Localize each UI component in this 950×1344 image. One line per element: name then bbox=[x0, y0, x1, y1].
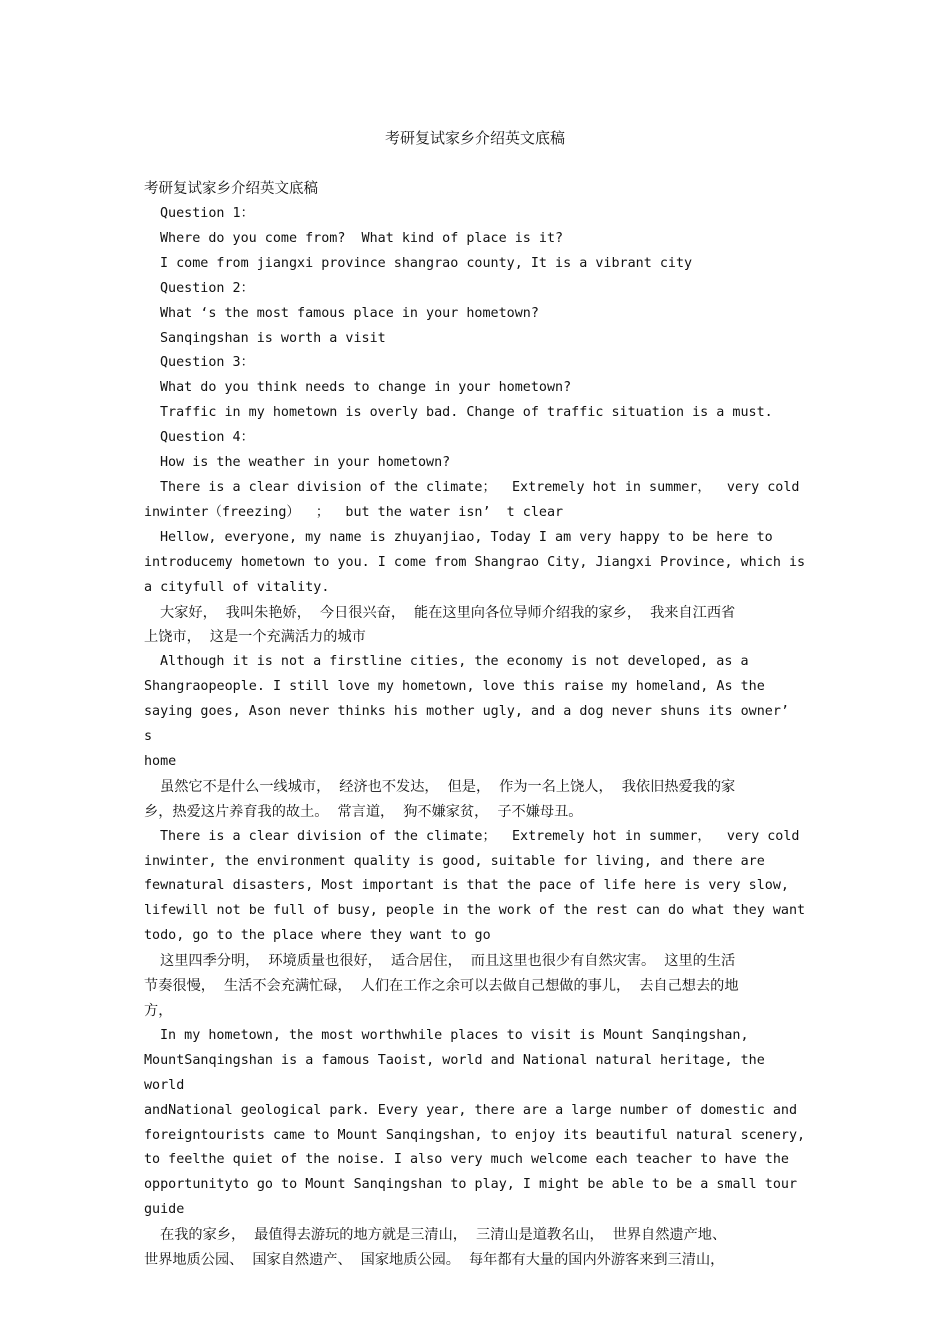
text-line: introducemy hometown to you. I come from Shangrao City, Jiangxi Province, which is bbox=[144, 554, 806, 570]
text-line: 乡，热爱这片养育我的故土。 常言道， 狗不嫌家贫， 子不嫌母丑。 bbox=[144, 803, 583, 820]
text-line: 在我的家乡， 最值得去游玩的地方就是三清山， 三清山是道教名山， 世界自然遗产地、 bbox=[160, 1227, 727, 1244]
text-line: guide bbox=[144, 1202, 185, 1218]
text-line: Traffic in my hometown is overly bad. Change of traffic situation is a must. bbox=[160, 405, 773, 421]
text-line: todo, go to the place where they want to go bbox=[144, 928, 491, 944]
text-line: Question 1： bbox=[160, 206, 255, 221]
text-line: home bbox=[144, 753, 177, 769]
text-line: Sanqingshan is worth a visit bbox=[160, 330, 386, 346]
text-line: 节奏很慢， 生活不会充满忙碌， 人们在工作之余可以去做自己想做的事儿， 去自己想去的地 bbox=[144, 978, 739, 995]
text-line: 考研复试家乡介绍英文底稿 bbox=[144, 181, 318, 197]
text-line: saying goes, Ason never thinks his mother ugly, and a dog never shuns its owner’ s bbox=[144, 704, 806, 745]
document-body bbox=[144, 176, 808, 1273]
text-line: There is a clear division of the climate； Extremely hot in summer， very cold bbox=[160, 479, 800, 495]
text-line: 上饶市， 这是一个充满活力的城市 bbox=[144, 629, 366, 646]
text-line: to feelthe quiet of the noise. I also very much welcome each teacher to have the bbox=[144, 1152, 789, 1168]
text-line: andNational geological park. Every year, there are a large number of domestic and bbox=[144, 1102, 798, 1118]
text-line: What do you think needs to change in your hometown? bbox=[160, 380, 572, 396]
text-line: Where do you come from? What kind of place is it? bbox=[160, 230, 564, 246]
text-line: opportunityto go to Mount Sanqingshan to play, I might be able to be a small tour bbox=[144, 1177, 798, 1193]
text-line: In my hometown, the most worthwhile places to visit is Mount Sanqingshan, bbox=[160, 1027, 749, 1043]
text-line: fewnatural disasters, Most important is that the pace of life here is very slow, bbox=[144, 878, 789, 894]
text-line: How is the weather in your hometown? bbox=[160, 455, 451, 471]
text-line: There is a clear division of the climate； Extremely hot in summer， very cold bbox=[160, 828, 800, 844]
page-title: 考研复试家乡介绍英文底稿 bbox=[384, 129, 565, 147]
text-line: What ‘s the most famous place in your hometown? bbox=[160, 305, 539, 321]
text-line: 虽然它不是什么一线城市， 经济也不发达， 但是， 作为一名上饶人， 我依旧热爱我的家 bbox=[160, 778, 736, 795]
text-line: Hellow, everyone, my name is zhuyanjiao, Today I am very happy to be here to bbox=[160, 529, 773, 545]
text-line: Shangraopeople. I still love my hometown, love this raise my homeland, As the bbox=[144, 679, 765, 695]
text-line: lifewill not be full of busy, people in the work of the rest can do what they want bbox=[144, 903, 806, 919]
text-line: MountSanqingshan is a famous Taoist, world and National natural heritage, the world bbox=[144, 1052, 773, 1093]
text-line: foreigntourists came to Mount Sanqingshan, to enjoy its beautiful natural scenery, bbox=[144, 1127, 806, 1143]
text-line: inwinter（freezing） ； but the water isn’ t clear bbox=[144, 504, 564, 520]
text-line: Question 4： bbox=[160, 430, 255, 446]
text-line: Question 3： bbox=[160, 355, 255, 371]
text-line: 世界地质公园、 国家自然遗产、 国家地质公园。 每年都有大量的国内外游客来到三清山， bbox=[144, 1252, 725, 1269]
text-line: Although it is not a firstline cities, the economy is not developed, as a bbox=[160, 654, 749, 670]
text-line: Question 2： bbox=[160, 280, 255, 296]
text-line: 这里四季分明， 环境质量也很好， 适合居住， 而且这里也很少有自然灾害。 这里的生活 bbox=[160, 953, 736, 970]
text-line: a cityfull of vitality. bbox=[144, 579, 330, 595]
text-line: inwinter, the environment quality is good, suitable for living, and there are bbox=[144, 853, 765, 869]
text-line: I come from jiangxi province shangrao county, It is a vibrant city bbox=[160, 255, 693, 271]
text-line: 大家好， 我叫朱艳娇， 今日很兴奋， 能在这里向各位导师介绍我的家乡， 我来自江西省 bbox=[160, 604, 736, 621]
text-line: 方， bbox=[144, 1003, 173, 1019]
